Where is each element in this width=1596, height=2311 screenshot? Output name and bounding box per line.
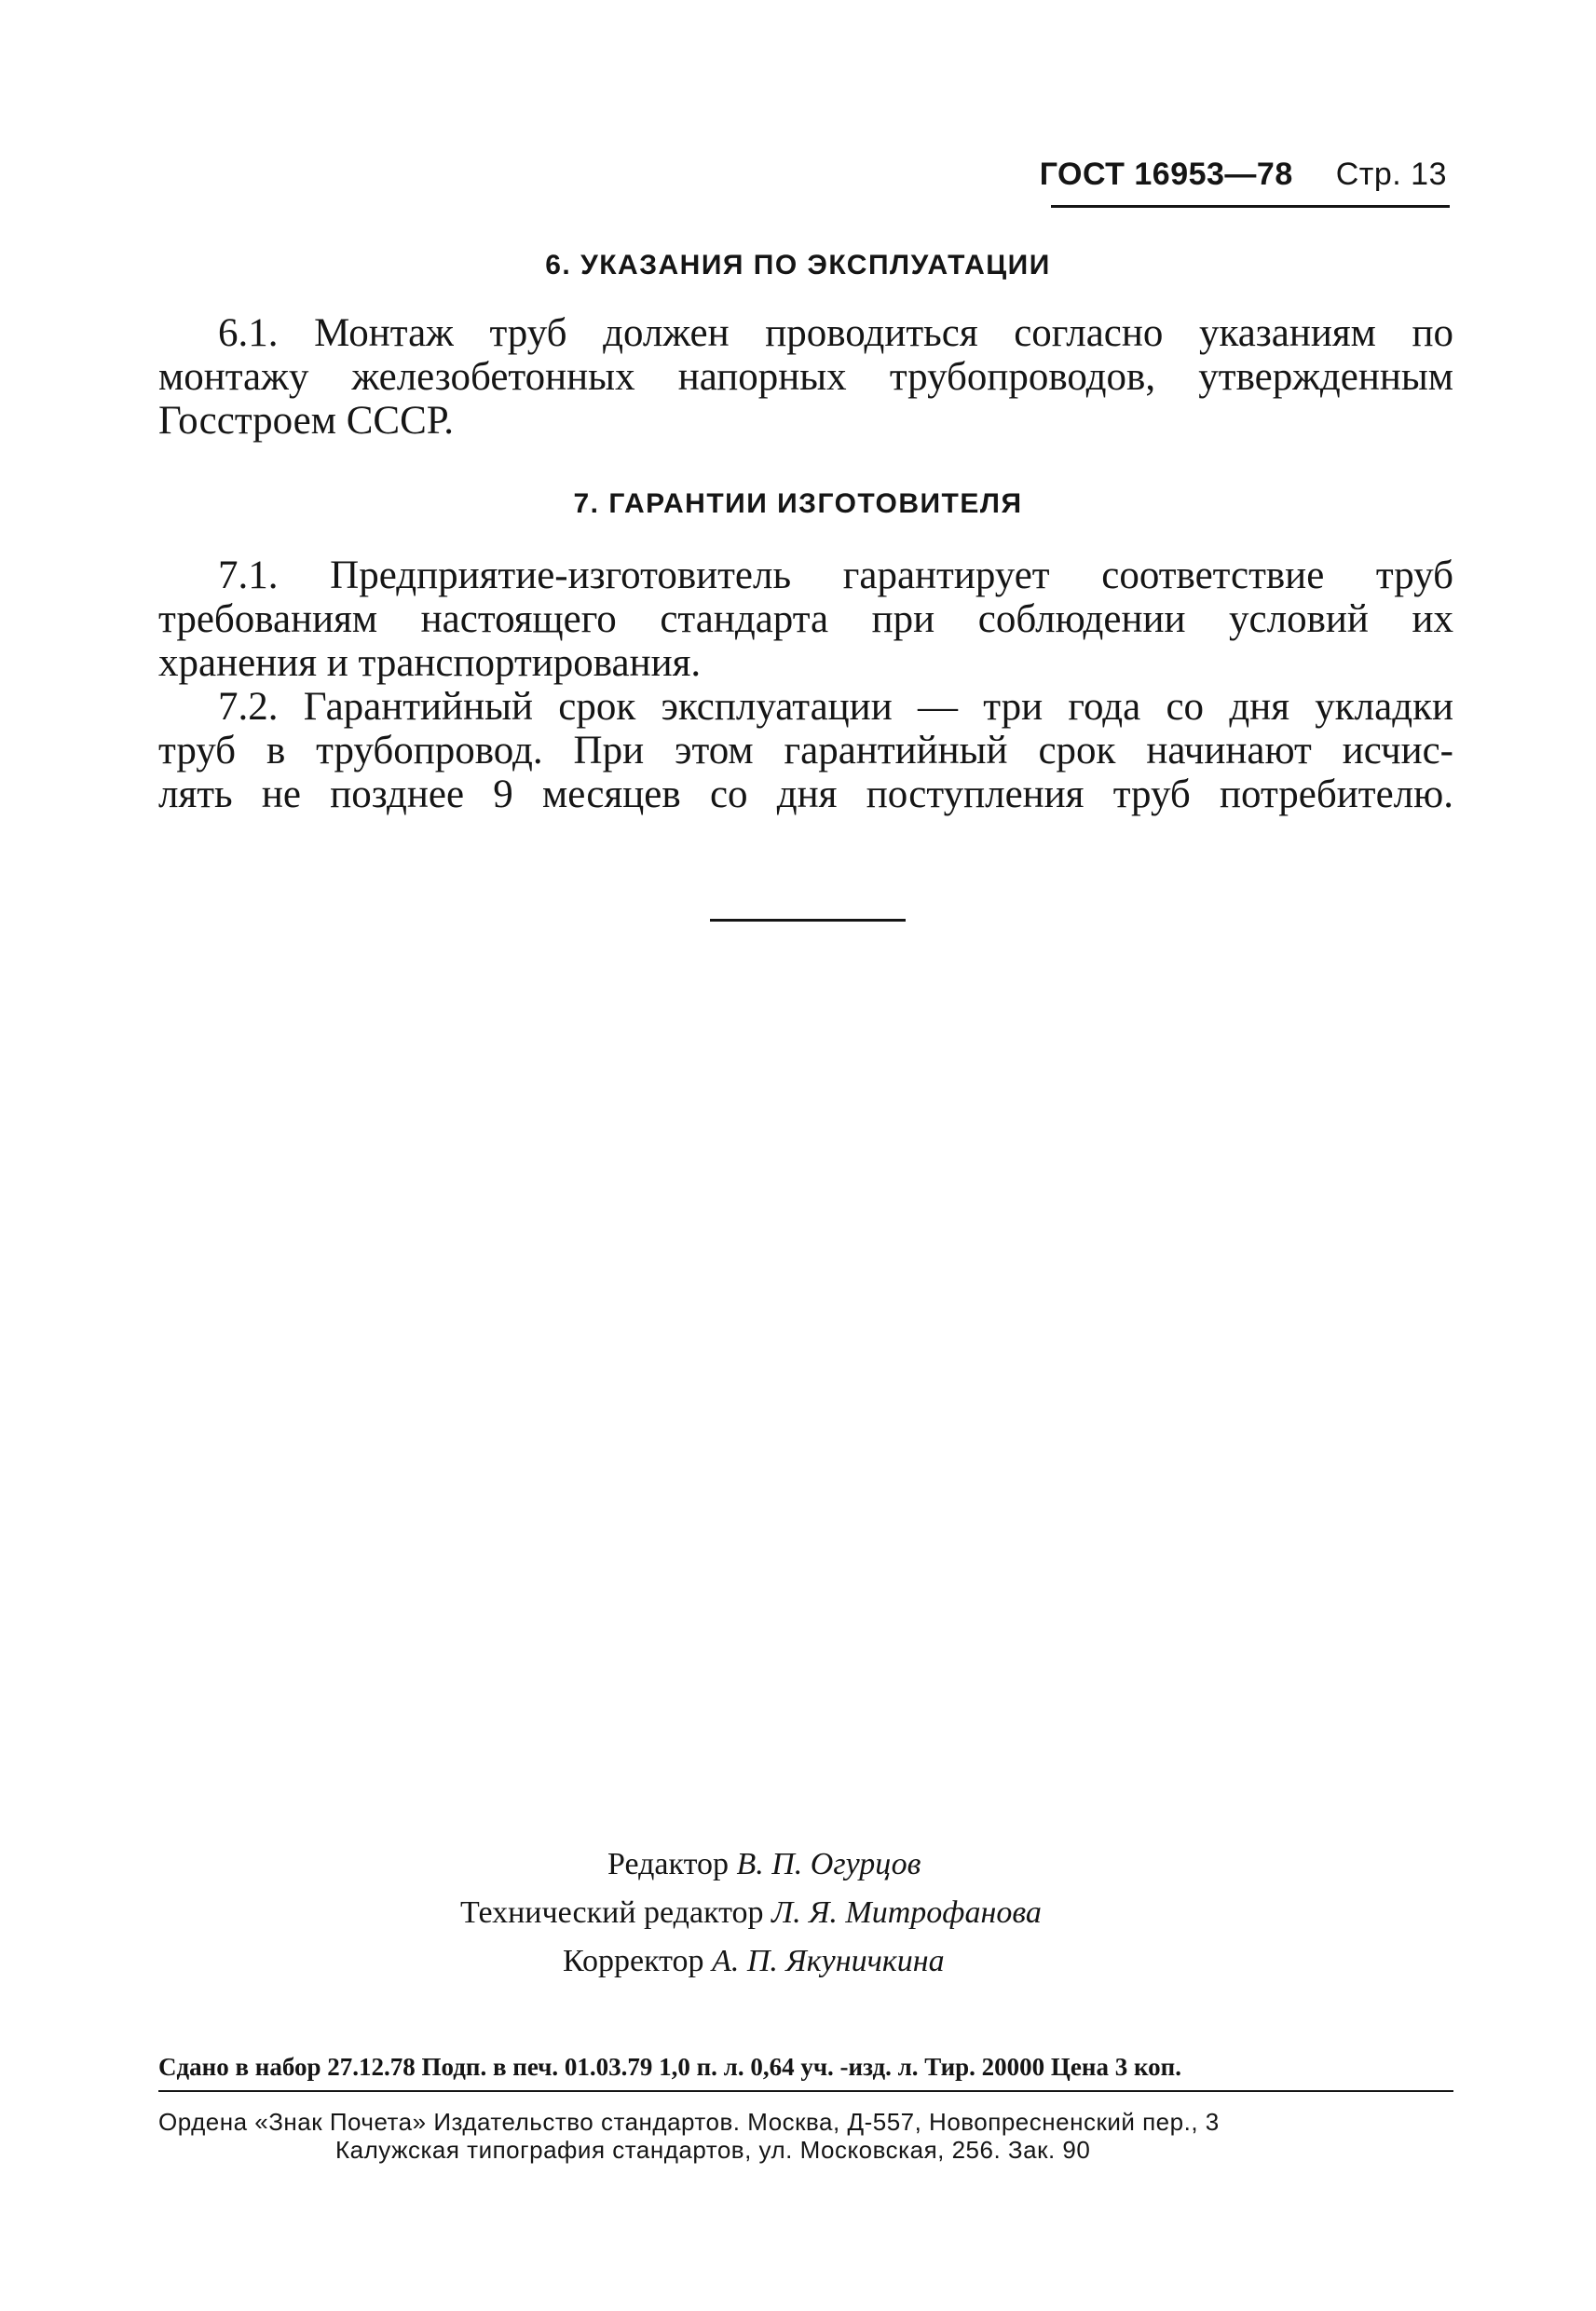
section-7-paragraph-1: [158, 554, 1453, 685]
section-divider: [710, 919, 906, 922]
paragraph-line: хранения и транспортирования.: [158, 641, 702, 685]
paragraph-line: лять не позднее 9 месяцев со дня поступления труб потребителю.: [158, 773, 1453, 816]
header-rule: [1051, 205, 1450, 208]
corrector-credit: [563, 1937, 945, 1986]
standard-number: ГОСТ 16953—78: [1039, 157, 1293, 192]
imprint-line: Сдано в набор 27.12.78 Подп. в печ. 01.03.79 1,0 п. л. 0,64 уч. -изд. л. Тир. 20000 Цена 3 коп.: [158, 2053, 1181, 2081]
paragraph-line: труб в трубопровод. При этом гарантийный срок начинают исчис-: [158, 729, 1453, 773]
tech-editor-role: Технический редактор: [460, 1895, 764, 1930]
page-header: [1040, 157, 1447, 193]
page-number: Стр. 13: [1335, 157, 1447, 192]
corrector-role: Корректор: [563, 1944, 704, 1978]
printer-line: Калужская типография стандартов, ул. Московская, 256. Зак. 90: [335, 2136, 1091, 2164]
publisher-block: [158, 2108, 1453, 2164]
corrector-name: А. П. Якуничкина: [712, 1944, 945, 1978]
section-6-paragraph: [158, 311, 1453, 443]
publisher-line: Ордена «Знак Почета» Издательство стандартов. Москва, Д-557, Новопресненский пер., 3: [158, 2108, 1220, 2136]
paragraph-line: требованиям настоящего стандарта при соблюдении условий их: [158, 597, 1453, 641]
editor-credit: [607, 1840, 921, 1889]
paragraph-line: Госстроем СССР.: [158, 399, 455, 443]
paragraph-line: 7.2. Гарантийный срок эксплуатации — три года со дня укладки: [218, 685, 1453, 729]
section-7-heading: 7. ГАРАНТИИ ИЗГОТОВИТЕЛЯ: [573, 488, 1023, 519]
paragraph-line: 7.1. Предприятие-изготовитель гарантирует соответствие труб: [218, 554, 1453, 597]
editor-role: Редактор: [607, 1847, 729, 1881]
imprint-rule: [158, 2090, 1453, 2092]
paragraph-line: 6.1. Монтаж труб должен проводиться согласно указаниям по: [218, 311, 1453, 355]
tech-editor-name: Л. Я. Митрофанова: [771, 1895, 1042, 1930]
tech-editor-credit: [460, 1889, 1042, 1937]
editor-name: В. П. Огурцов: [736, 1847, 921, 1881]
paragraph-line: монтажу железобетонных напорных трубопроводов, утвержденным: [158, 355, 1453, 399]
section-7-paragraph-2: [158, 685, 1453, 816]
section-6-heading: 6. УКАЗАНИЯ ПО ЭКСПЛУАТАЦИИ: [545, 250, 1051, 280]
